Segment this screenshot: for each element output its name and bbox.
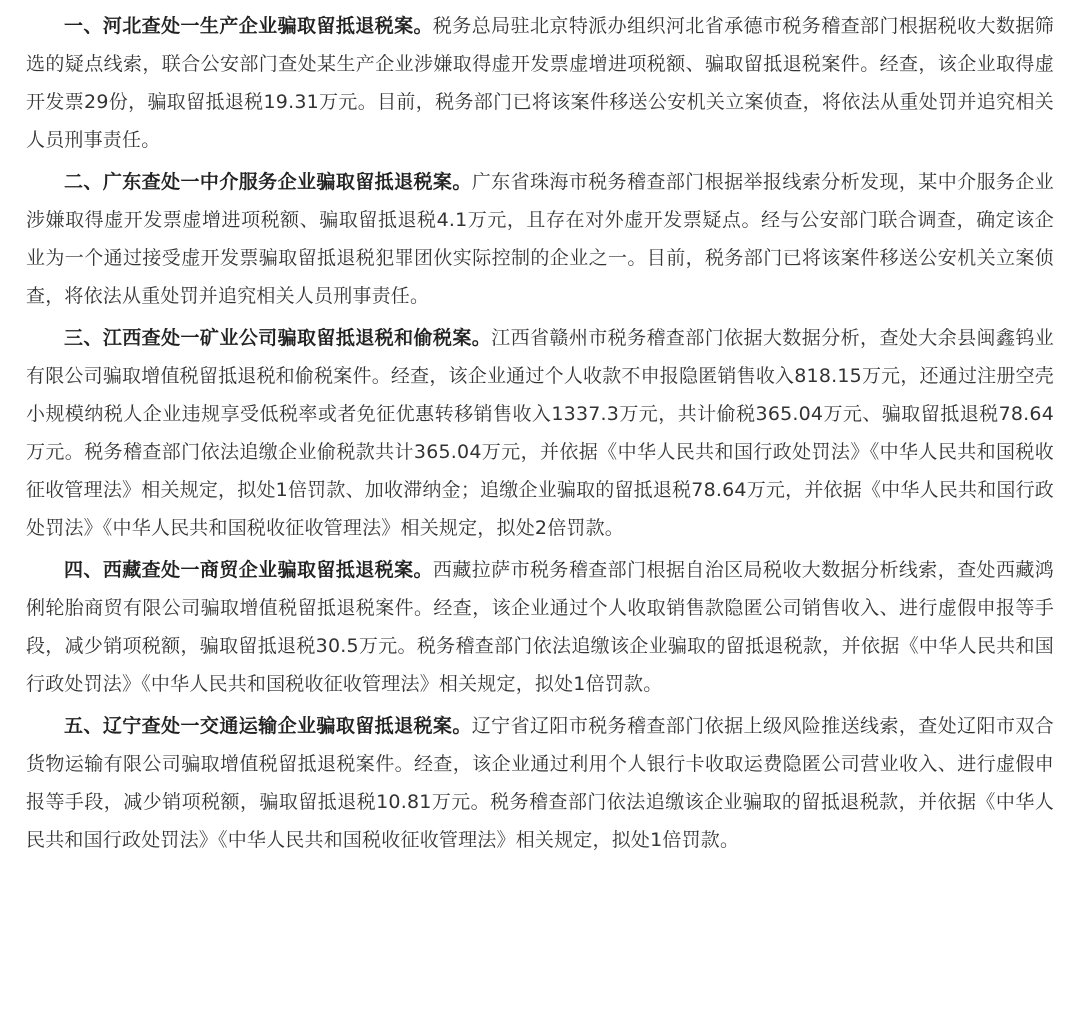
case-body: 辽宁省辽阳市税务稽查部门依据上级风险推送线索，查处辽阳市双合货物运输有限公司骗取增值税留抵退税案件。经查，该企业通过利用个人银行卡收取运费隐匿公司营业收入、进行虚假申报等手段，减少销项税额，骗取留抵退税10.81万元。税务稽查部门依法追缴该企业骗取的留抵退税款，并依据《中华人民共和国行政处罚法》《中华人民共和国税收征收管理法》相关规定，拟处1倍罚款。 <box>26 715 1054 851</box>
case-title: 三、江西查处一矿业公司骗取留抵退税和偷税案。 <box>64 327 492 349</box>
case-title: 四、西藏查处一商贸企业骗取留抵退税案。 <box>64 559 433 581</box>
case-body: 西藏拉萨市税务稽查部门根据自治区局税收大数据分析线索，查处西藏鸿俐轮胎商贸有限公司骗取增值税留抵退税案件。经查，该企业通过个人收取销售款隐匿公司销售收入、进行虚假申报等手段，减少销项税额，骗取留抵退税30.5万元。税务稽查部门依法追缴该企业骗取的留抵退税款，并依据《中华人民共和国行政处罚法》《中华人民共和国税收征收管理法》相关规定，拟处1倍罚款。 <box>26 559 1054 695</box>
case-paragraph-liaoning <box>26 707 1054 859</box>
case-paragraph-hebei <box>26 7 1054 159</box>
case-body: 广东省珠海市税务稽查部门根据举报线索分析发现，某中介服务企业涉嫌取得虚开发票虚增进项税额、骗取留抵退税4.1万元，且存在对外虚开发票疑点。经与公安部门联合调查，确定该企业为一个通过接受虚开发票骗取留抵退税犯罪团伙实际控制的企业之一。目前，税务部门已将该案件移送公安机关立案侦查，将依法从重处罚并追究相关人员刑事责任。 <box>26 171 1054 307</box>
case-paragraph-xizang <box>26 551 1054 703</box>
case-title: 五、辽宁查处一交通运输企业骗取留抵退税案。 <box>64 715 472 737</box>
case-title: 二、广东查处一中介服务企业骗取留抵退税案。 <box>64 171 472 193</box>
case-title: 一、河北查处一生产企业骗取留抵退税案。 <box>64 15 433 37</box>
case-body: 江西省赣州市税务稽查部门依据大数据分析，查处大余县闽鑫钨业有限公司骗取增值税留抵退税和偷税案件。经查，该企业通过个人收款不申报隐匿销售收入818.15万元，还通过注册空壳小规模纳税人企业违规享受低税率或者免征优惠转移销售收入1337.3万元，共计偷税365.04万元、骗取留抵退税78.64万元。税务稽查部门依法追缴企业偷税款共计365.04万元，并依据《中华人民共和国行政处罚法》《中华人民共和国税收征收管理法》相关规定，拟处1倍罚款、加收滞纳金；追缴企业骗取的留抵退税78.64万元，并依据《中华人民共和国行政处罚法》《中华人民共和国税收征收管理法》相关规定，拟处2倍罚款。 <box>26 327 1054 539</box>
case-paragraph-jiangxi <box>26 319 1054 547</box>
case-paragraph-guangdong <box>26 163 1054 315</box>
case-body: 税务总局驻北京特派办组织河北省承德市税务稽查部门根据税收大数据筛选的疑点线索，联合公安部门查处某生产企业涉嫌取得虚开发票虚增进项税额、骗取留抵退税案件。经查，该企业取得虚开发票29份，骗取留抵退税19.31万元。目前，税务部门已将该案件移送公安机关立案侦查，将依法从重处罚并追究相关人员刑事责任。 <box>26 15 1054 151</box>
